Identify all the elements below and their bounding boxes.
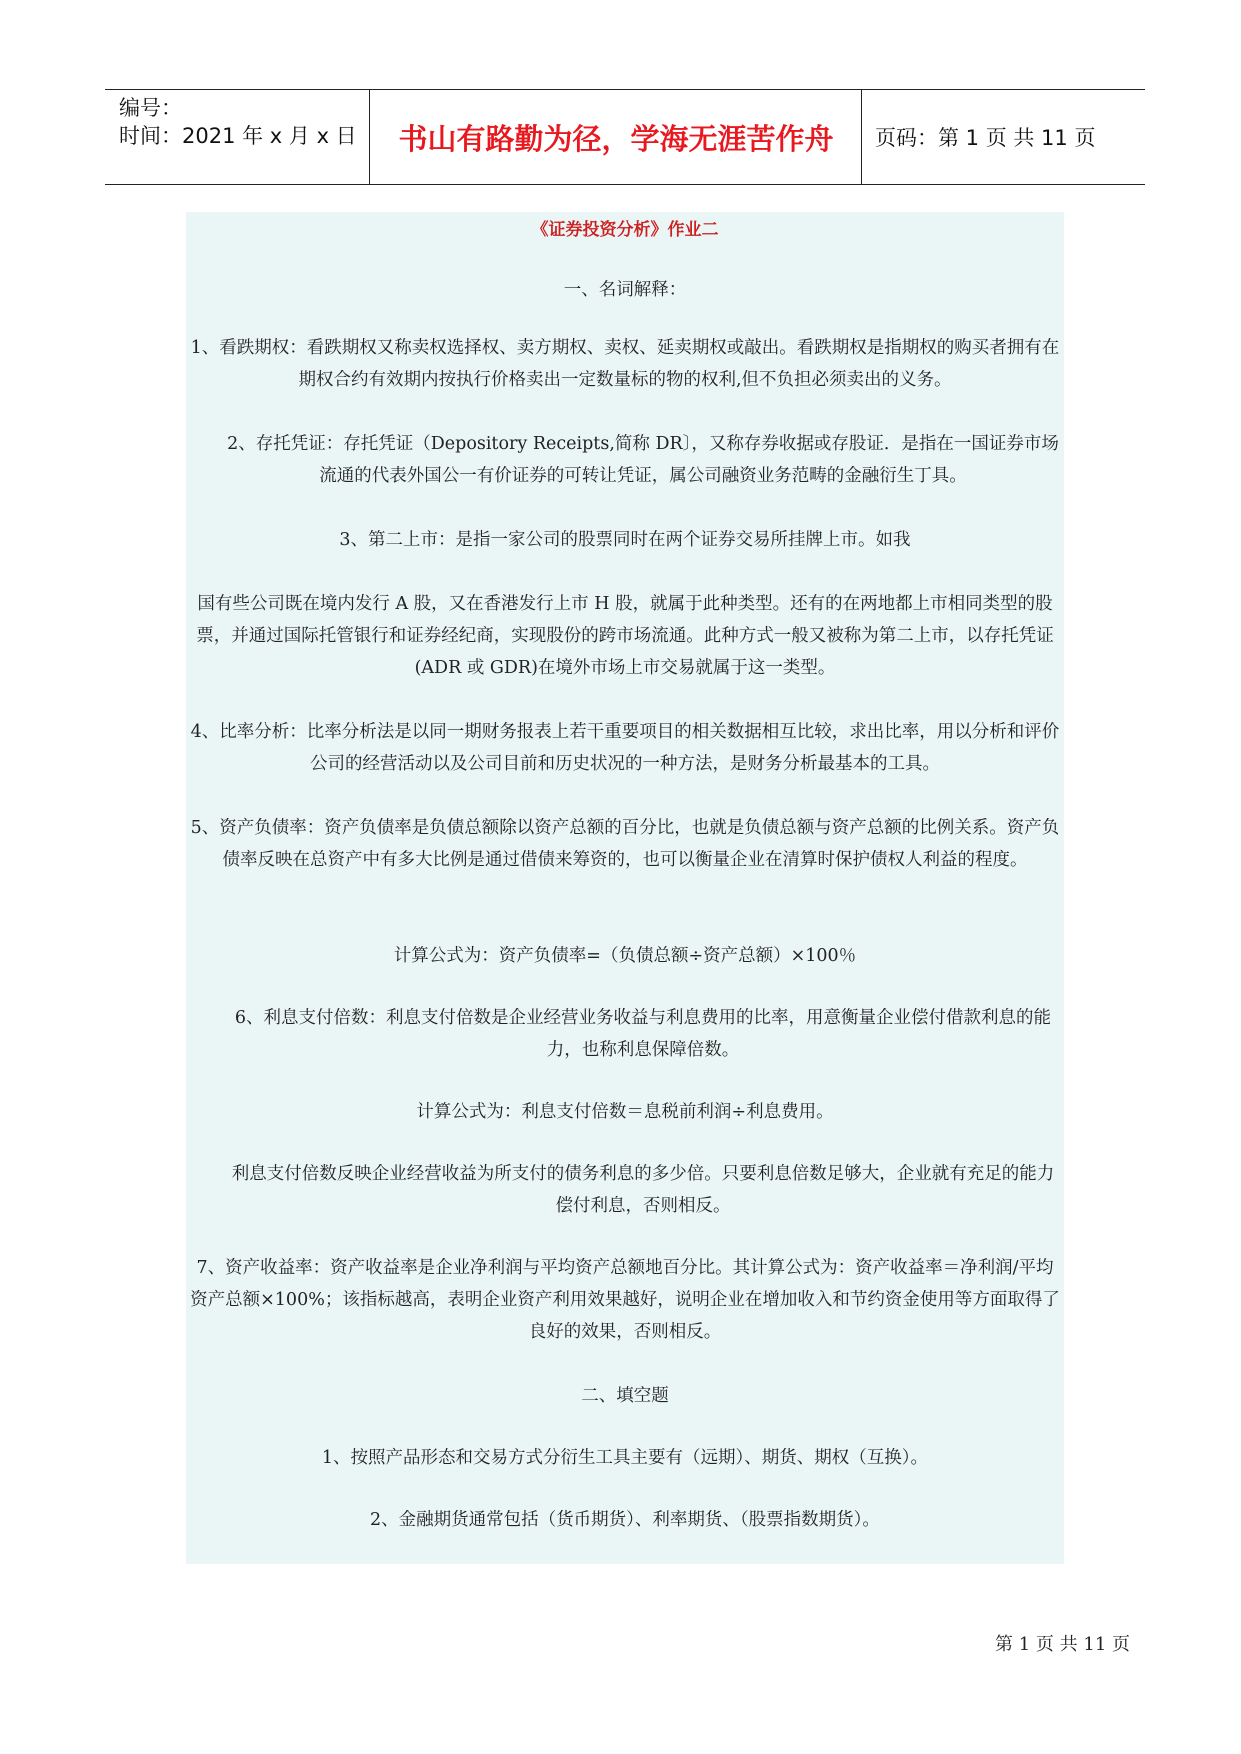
paragraph-interest-coverage-note: 利息支付倍数反映企业经营收益为所支付的债务利息的多少倍。只要利息倍数足够大，企业就有充足的能力偿付利息，否则相反。 <box>231 1164 1055 1216</box>
header-motto: 书山有路勤为径，学海无涯苦作舟 <box>398 121 834 156</box>
paragraph-depository-receipts: 2、存托凭证：存托凭证（Depository Receipts,简称 DR〕，又称存券收据或存股证．是指在一国证券市场流通的代表外国公一有价证券的可转让凭证，属公司融资业务范畴的金融衍生丁具。 <box>227 434 1059 486</box>
paragraph-debt-ratio: 5、资产负债率：资产负债率是负债总额除以资产总额的百分比，也就是负债总额与资产总额的比例关系。资产负债率反映在总资产中有多大比例是通过借债来筹资的，也可以衡量企业在清算时保护债权人利益的程度。 <box>190 818 1060 870</box>
paragraph-interest-coverage: 6、利息支付倍数：利息支付倍数是企业经营业务收益与利息费用的比率，用意衡量企业偿付借款利息的能力，也称利息保障倍数。 <box>234 1008 1052 1060</box>
section-heading: 二、填空题 <box>581 1386 669 1406</box>
document-number-label: 编号： <box>119 96 182 120</box>
content-panel <box>186 212 1064 1564</box>
section-heading: 一、名词解释： <box>563 280 687 300</box>
paragraph-put-option: 1、看跌期权：看跌期权又称卖权选择权、卖方期权、卖权、延卖期权或敲出。看跌期权是指期权的购买者拥有在期权合约有效期内按执行价格卖出一定数量标的物的权利,但不负担必须卖出的义务。 <box>190 338 1060 390</box>
page-footer: 第 1 页 共 11 页 <box>995 1634 1130 1655</box>
header-divider <box>861 90 862 184</box>
fill-item: 1、按照产品形态和交易方式分衍生工具主要有（远期）、期货、期权（互换）。 <box>321 1448 929 1468</box>
document-time-label: 时间：2021 年 x 月 x 日 <box>119 124 357 148</box>
header-meta <box>119 94 364 150</box>
header-divider <box>369 90 370 184</box>
header-page-info: 页码：第 1 页 共 11 页 <box>875 126 1096 150</box>
paragraph-return-on-assets: 7、资产收益率：资产收益率是企业净利润与平均资产总额地百分比。其计算公式为：资产收益率＝净利润/平均资产总额×100%；该指标越高，表明企业资产利用效果越好，说明企业在增加收入和节约资金使用等方面取得了良好的效果，否则相反。 <box>190 1258 1060 1342</box>
document-title: 《证券投资分析》作业二 <box>531 220 719 240</box>
paragraph-ratio-analysis: 4、比率分析：比率分析法是以同一期财务报表上若干重要项目的相关数据相互比较，求出比率，用以分析和评价公司的经营活动以及公司目前和历史状况的一种方法，是财务分析最基本的工具。 <box>190 722 1060 774</box>
paragraph-secondary-listing: 3、第二上市：是指一家公司的股票同时在两个证券交易所挂牌上市。如我 <box>339 530 911 550</box>
document-header <box>105 89 1145 185</box>
formula-interest-coverage: 计算公式为：利息支付倍数＝息税前利润÷利息费用。 <box>416 1102 834 1122</box>
formula-debt-ratio: 计算公式为：资产负债率=（负债总额÷资产总额）×100％ <box>393 946 857 966</box>
fill-item: 2、金融期货通常包括（货币期货）、利率期货、（股票指数期货）。 <box>370 1510 880 1530</box>
paragraph-secondary-listing-cont: 国有些公司既在境内发行 A 股，又在香港发行上市 H 股，就属于此种类型。还有的在两地都上市相同类型的股票，并通过国际托管银行和证券经纪商，实现股份的跨市场流通。此种方式一般又被称为第二上市，以存托凭证(ADR 或 GDR)在境外市场上市交易就属于这一类型。 <box>196 594 1054 678</box>
